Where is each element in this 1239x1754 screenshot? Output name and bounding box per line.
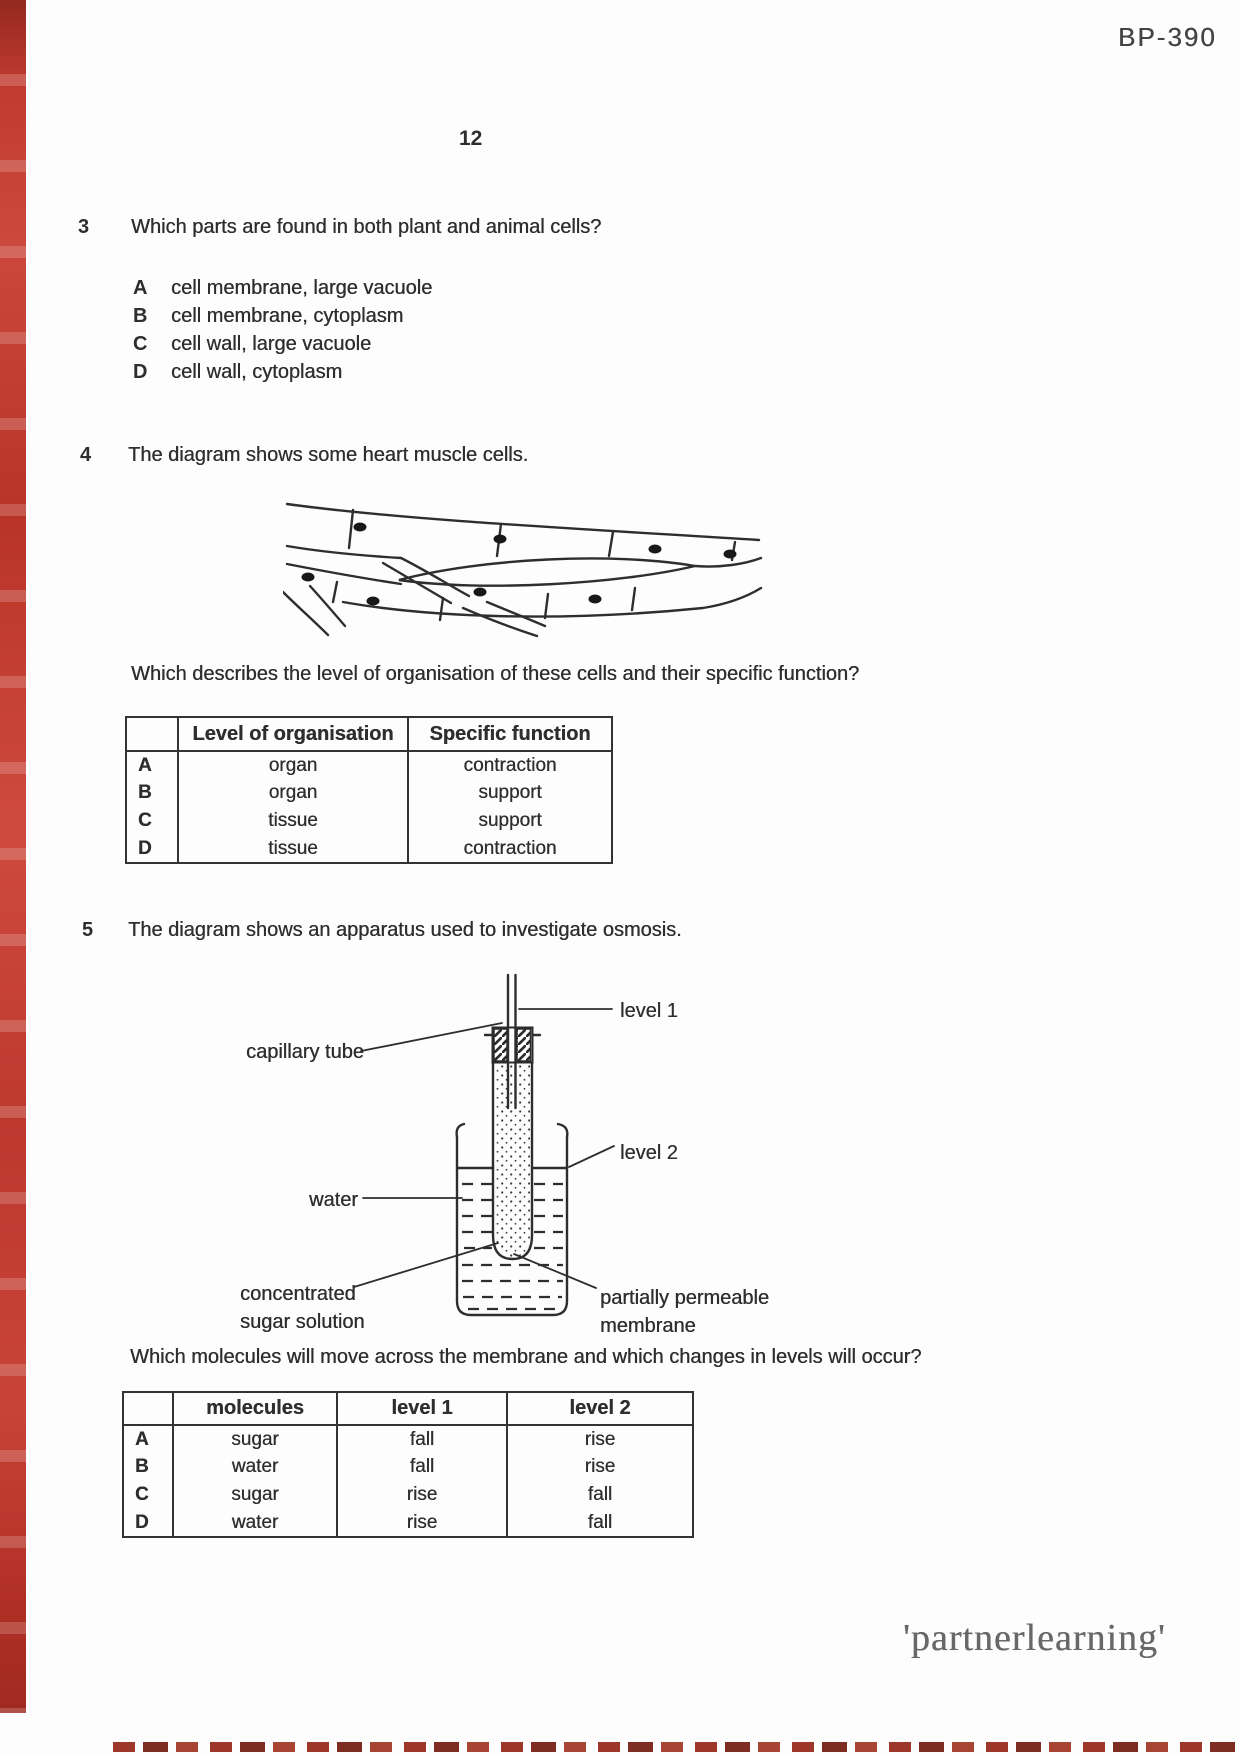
table-row [123,1425,693,1453]
table-row [123,1453,693,1481]
q4-number: 4 [80,444,92,466]
table-cell: support [408,779,612,807]
q3-number: 3 [78,216,90,238]
rubber-bung [485,1027,540,1063]
row-letter: A [135,1428,149,1450]
label-level-1: level 1 [620,1000,678,1022]
table-row [123,1509,693,1537]
table-row [123,1481,693,1509]
table-row [126,751,612,779]
label-line: sugar solution [240,1311,365,1333]
scan-edge-red-strip [0,0,26,1713]
table-cell: rise [337,1509,507,1537]
muscle-fibre-strokes [283,504,761,636]
table-cell: organ [178,779,408,807]
table-row [126,779,612,807]
table-cell: fall [337,1453,507,1481]
table-header-cell [123,1392,173,1425]
table-cell: rise [507,1425,693,1453]
leader-lines [354,1009,614,1288]
watermark-text: 'partnerlearning' [903,1617,1166,1659]
q3-option-letter: D [133,361,148,383]
label-level-2: level 2 [620,1142,678,1164]
q4-answer-table [125,716,613,864]
q3-option-letter: A [133,277,148,299]
table-cell: tissue [178,807,408,835]
table-header-cell: Specific function [408,717,612,751]
q5-text: The diagram shows an apparatus used to investigate osmosis. [128,919,682,941]
row-letter: D [135,1511,149,1533]
table-cell: organ [178,751,408,779]
table-cell: contraction [408,835,612,863]
q3-text: Which parts are found in both plant and animal cells? [131,216,602,238]
heart-muscle-cells-diagram [283,496,763,646]
label-capillary-tube: capillary tube [246,1041,364,1063]
label-concentrated-sugar-solution [240,1280,365,1336]
label-water: water [309,1189,358,1211]
q5-subtext: Which molecules will move across the membrane and which changes in levels will occur? [130,1346,922,1368]
q4-subtext: Which describes the level of organisation of these cells and their specific function? [131,663,860,685]
table-cell: rise [507,1453,693,1481]
label-line: membrane [600,1315,696,1337]
table-header-cell: level 1 [337,1392,507,1425]
table-header-row [126,717,612,751]
table-cell: water [173,1509,337,1537]
table-header-cell [126,717,178,751]
table-cell: support [408,807,612,835]
q5-answer-table [122,1391,694,1538]
label-line: concentrated [240,1283,356,1305]
table-cell: tissue [178,835,408,863]
row-letter: D [138,837,152,859]
row-letter: C [135,1484,149,1505]
table-cell: contraction [408,751,612,779]
row-letter: B [135,1456,149,1477]
label-partially-permeable-membrane [600,1284,769,1340]
row-letter: A [138,754,152,776]
q3-option-text: cell membrane, cytoplasm [171,305,404,327]
q3-option-text: cell wall, large vacuole [171,333,372,355]
table-cell: fall [507,1481,693,1509]
q3-option-text: cell membrane, large vacuole [171,277,433,299]
table-cell: fall [337,1425,507,1453]
visking-tube [493,1045,532,1259]
table-cell: sugar [173,1481,337,1509]
q3-option-letter: C [133,333,148,355]
table-cell: rise [337,1481,507,1509]
q3-option-text: cell wall, cytoplasm [171,361,343,383]
label-line: partially permeable [600,1287,769,1309]
table-header-cell: molecules [173,1392,337,1425]
table-cell: sugar [173,1425,337,1453]
table-row [126,835,612,863]
table-row [126,807,612,835]
table-header-cell: level 2 [507,1392,693,1425]
row-letter: B [138,782,152,803]
q3-option-letter: B [133,305,148,327]
paper-code: BP-390 [1118,22,1217,52]
scan-edge-bottom-artifact [113,1742,1239,1752]
table-cell: fall [507,1509,693,1537]
table-header-cell: Level of organisation [178,717,408,751]
table-cell: water [173,1453,337,1481]
table-header-row [123,1392,693,1425]
page-number: 12 [459,127,483,150]
q4-text: The diagram shows some heart muscle cells. [128,444,529,466]
q5-number: 5 [82,919,94,941]
row-letter: C [138,810,152,831]
